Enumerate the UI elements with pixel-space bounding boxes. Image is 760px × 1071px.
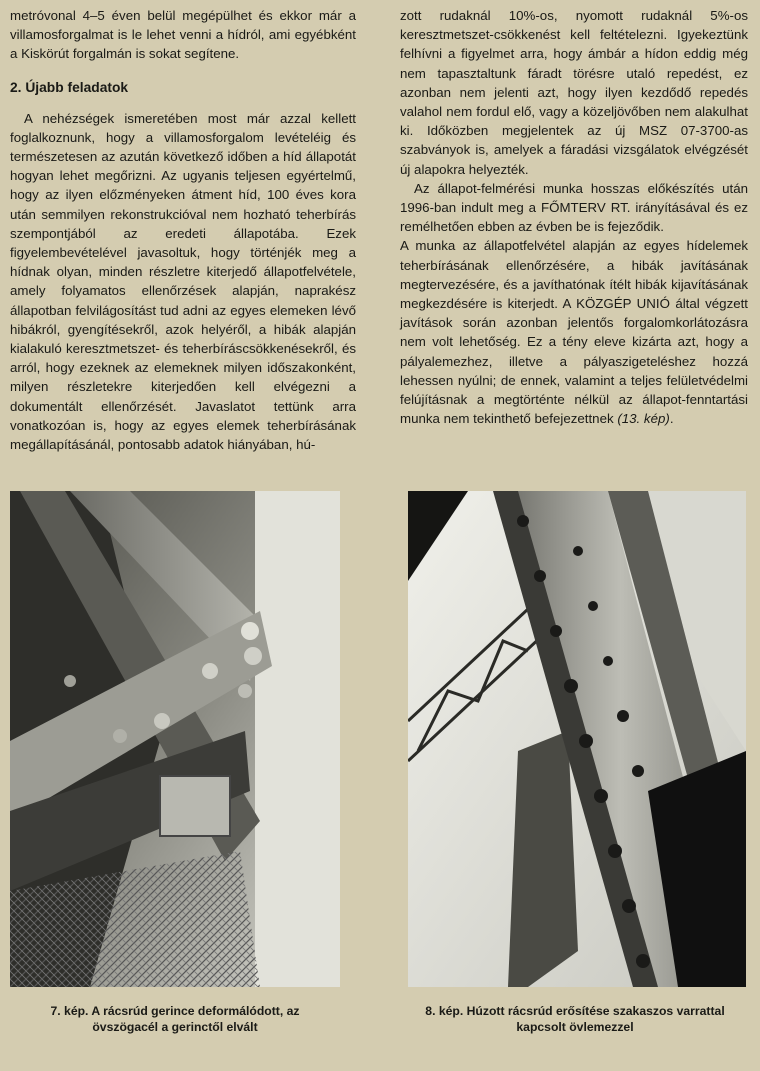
section-heading: 2. Újabb feladatok [10,79,129,95]
repair-paragraph [400,236,748,428]
truss-member-image [408,491,746,987]
survey-paragraph: Az állapot-felmérési munka hosszas előkészítés után 1996-ban indult meg a FŐMTERV RT. irányításával és ez remélhetően ebben az évben be is fejeződik. [400,180,748,235]
figure-8-caption: 8. kép. Húzott rácsrúd erősítése szakaszos varrattal kapcsolt övlemezzel [425,1004,725,1034]
figure-reference: (13. kép) [617,411,670,427]
right-column [400,6,748,428]
repair-paragraph-text: A munka az állapotfelvétel alapján az egyes hídelemek teherbírásának ellenőrzésére, a hibák javításának megtervezésére, és a javíthatónak ítélt hibák kijavításának megkezdésére is kiterjedt. A KÖZGÉP UNIÓ által végzett javítások során azonban jelentős forgalomkorlátozásra nem volt lehetőség. Ez a tény eleve kizárta azt, hogy a pályalemezhez, illetve a pályaszigeteléshez hozzá lehessen nyúlni; de ennek, valamint a teljes felületvédelmi felújításnak a megtörténte nélkül az állapot-fenntartási munka nem tekinthető befejezettnek [400,238,748,427]
intro-paragraph: metróvonal 4–5 éven belül megépülhet és ekkor már a villamosforgalmat is le lehet venni a hídról, ami egyébként a Kiskörút forgalmán is sokat segítene. [10,8,356,62]
figure-8-photo [408,491,746,987]
figure-7-caption: 7. kép. A rácsrúd gerince deformálódott, az övszögacél a gerinctől elvált [50,1004,300,1034]
body-paragraph: A nehézségek ismeretében most már azzal kellett foglalkoznunk, hogy a villamosforgalom levételéig és természetesen az azután következő időben a híd állapotát hogyan lehet megőrizni. Az ugyanis teljesen egyértelmű, hogy az ilyen előzményeken átment híd, 100 éves kora után semmilyen rekonstrukcióval nem hozható teherbírás szempontjából az eredeti állapotába. Ezek figyelembevételével javasoltuk, hogy történjék meg a hídnak olyan, minden részletre kiterjedő állapotfelvétele, amely folyamatos ellenőrzések alapján, naprakész állapotban felvilágosítást tud adni az egyes elemeken lévő hibákról, gyengítésekről, azok helyéről, a hibák alapján kialakuló keresztmetszet- és teherbíráscsökkenésekről, és arról, hogy ezeknek az elemeknek milyen időszakonként, milyen részletekre kiterjedően kell elvégezni a dokumentált ellenőrzését. Javaslatot tettünk arra vonatkozóan is, hogy az egyes elemek teherbírásának megállapításánál, pontosabb adatok hiányában, hú- [10,110,356,453]
left-column [10,6,356,454]
repair-paragraph-end: . [669,411,674,427]
truss-joint-image [10,491,340,987]
continued-paragraph: zott rudaknál 10%-os, nyomott rudaknál 5%-os keresztmetszet-csökkenést kell feltételezni. Igyekeztünk felhívni a figyelmet arra, hogy ámbár a hídon eddig még nem tapasztaltunk fáradt törésre utaló repedést, ez azonban nem jelenti azt, hogy ilyen kezdődő repedés valahol nem fordul elő, vagy a közeljövőben nem alakulhat ki. Időközben megjelentek az új MSZ 07-3700-as szabványok is, amelyek a fáradási vizsgálatok elvégzését új alapokra helyezték. [400,8,748,177]
figure-7-photo [10,491,340,987]
